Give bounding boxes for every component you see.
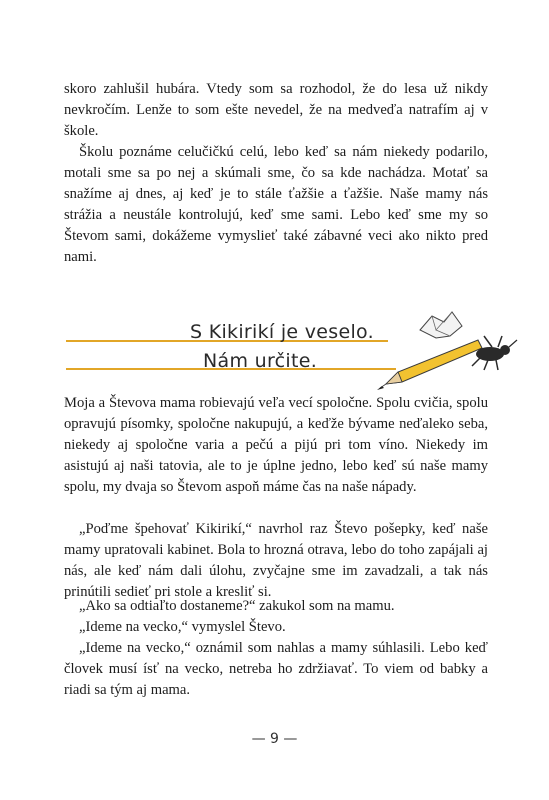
chapter-heading xyxy=(0,300,549,390)
dialogue-line-1: „Ako sa odtiaľto dostaneme?“ zakukol som na mamu. xyxy=(79,598,395,614)
dialogue-line-3: „Ideme na vecko,“ oznámil som nahlas a mamy súhlasili. Lebo keď človek musí ísť na vecko, netreba ho zdržiavať. To viem od babky a riadi sa tým aj mama. xyxy=(64,640,488,698)
paragraph-4: „Poďme špehovať Kikirikí,“ navrhol raz Števo pošepky, keď naše mamy upratovali kabinet. Bola to hrozná otrava, lebo do toho zapájali aj nás, ale keď nám dali úlohu, zvyčajne sme im zavadzali, a tak nás prinútili sedieť pri stole a kresliť si. xyxy=(64,521,488,600)
heading-line-2: Nám určite. xyxy=(203,350,318,372)
page-number: — 9 — xyxy=(251,731,298,747)
paragraph-1: skoro zahlušil hubára. Vtedy som sa rozhodol, že do lesa už nikdy nevkročím. Lenže to som ešte nevedel, že na medveďa natrafím aj v škole. xyxy=(64,81,488,139)
paragraph-2: Školu poznáme celučičkú celú, lebo keď sa nám niekedy podarilo, motali sme sa po nej a skúmali sme, čo sa kde nachádza. Motať sa snažíme aj dnes, aj keď je to stále ťažšie a ťažšie. Naše mamy nás strážia a neustále kontrolujú, keď sme sami. Lebo keď sme my so Števom sami, dokážeme vymyslieť také zábavné veci ako nikto pred nami. xyxy=(64,144,488,265)
dialogue-line-2: „Ideme na vecko,“ vymyslel Števo. xyxy=(79,619,286,635)
pencil-doodle-icon xyxy=(372,300,522,390)
heading-line-1: S Kikirikí je veselo. xyxy=(190,321,374,343)
paragraph-3: Moja a Števova mama robievajú veľa vecí spoločne. Spolu cvičia, spolu opravujú písomky, spoločne nakupujú, a keďže bývame neďaleko seba, niekedy aj spoločne varia a pečú a pijú pri tom víno. Niekedy im asistujú aj naši tatovia, ale to je úplne jedno, lebo keď sú naše mamy spolu, my dvaja so Števom aspoň máme čas na naše nápady. xyxy=(64,395,488,495)
